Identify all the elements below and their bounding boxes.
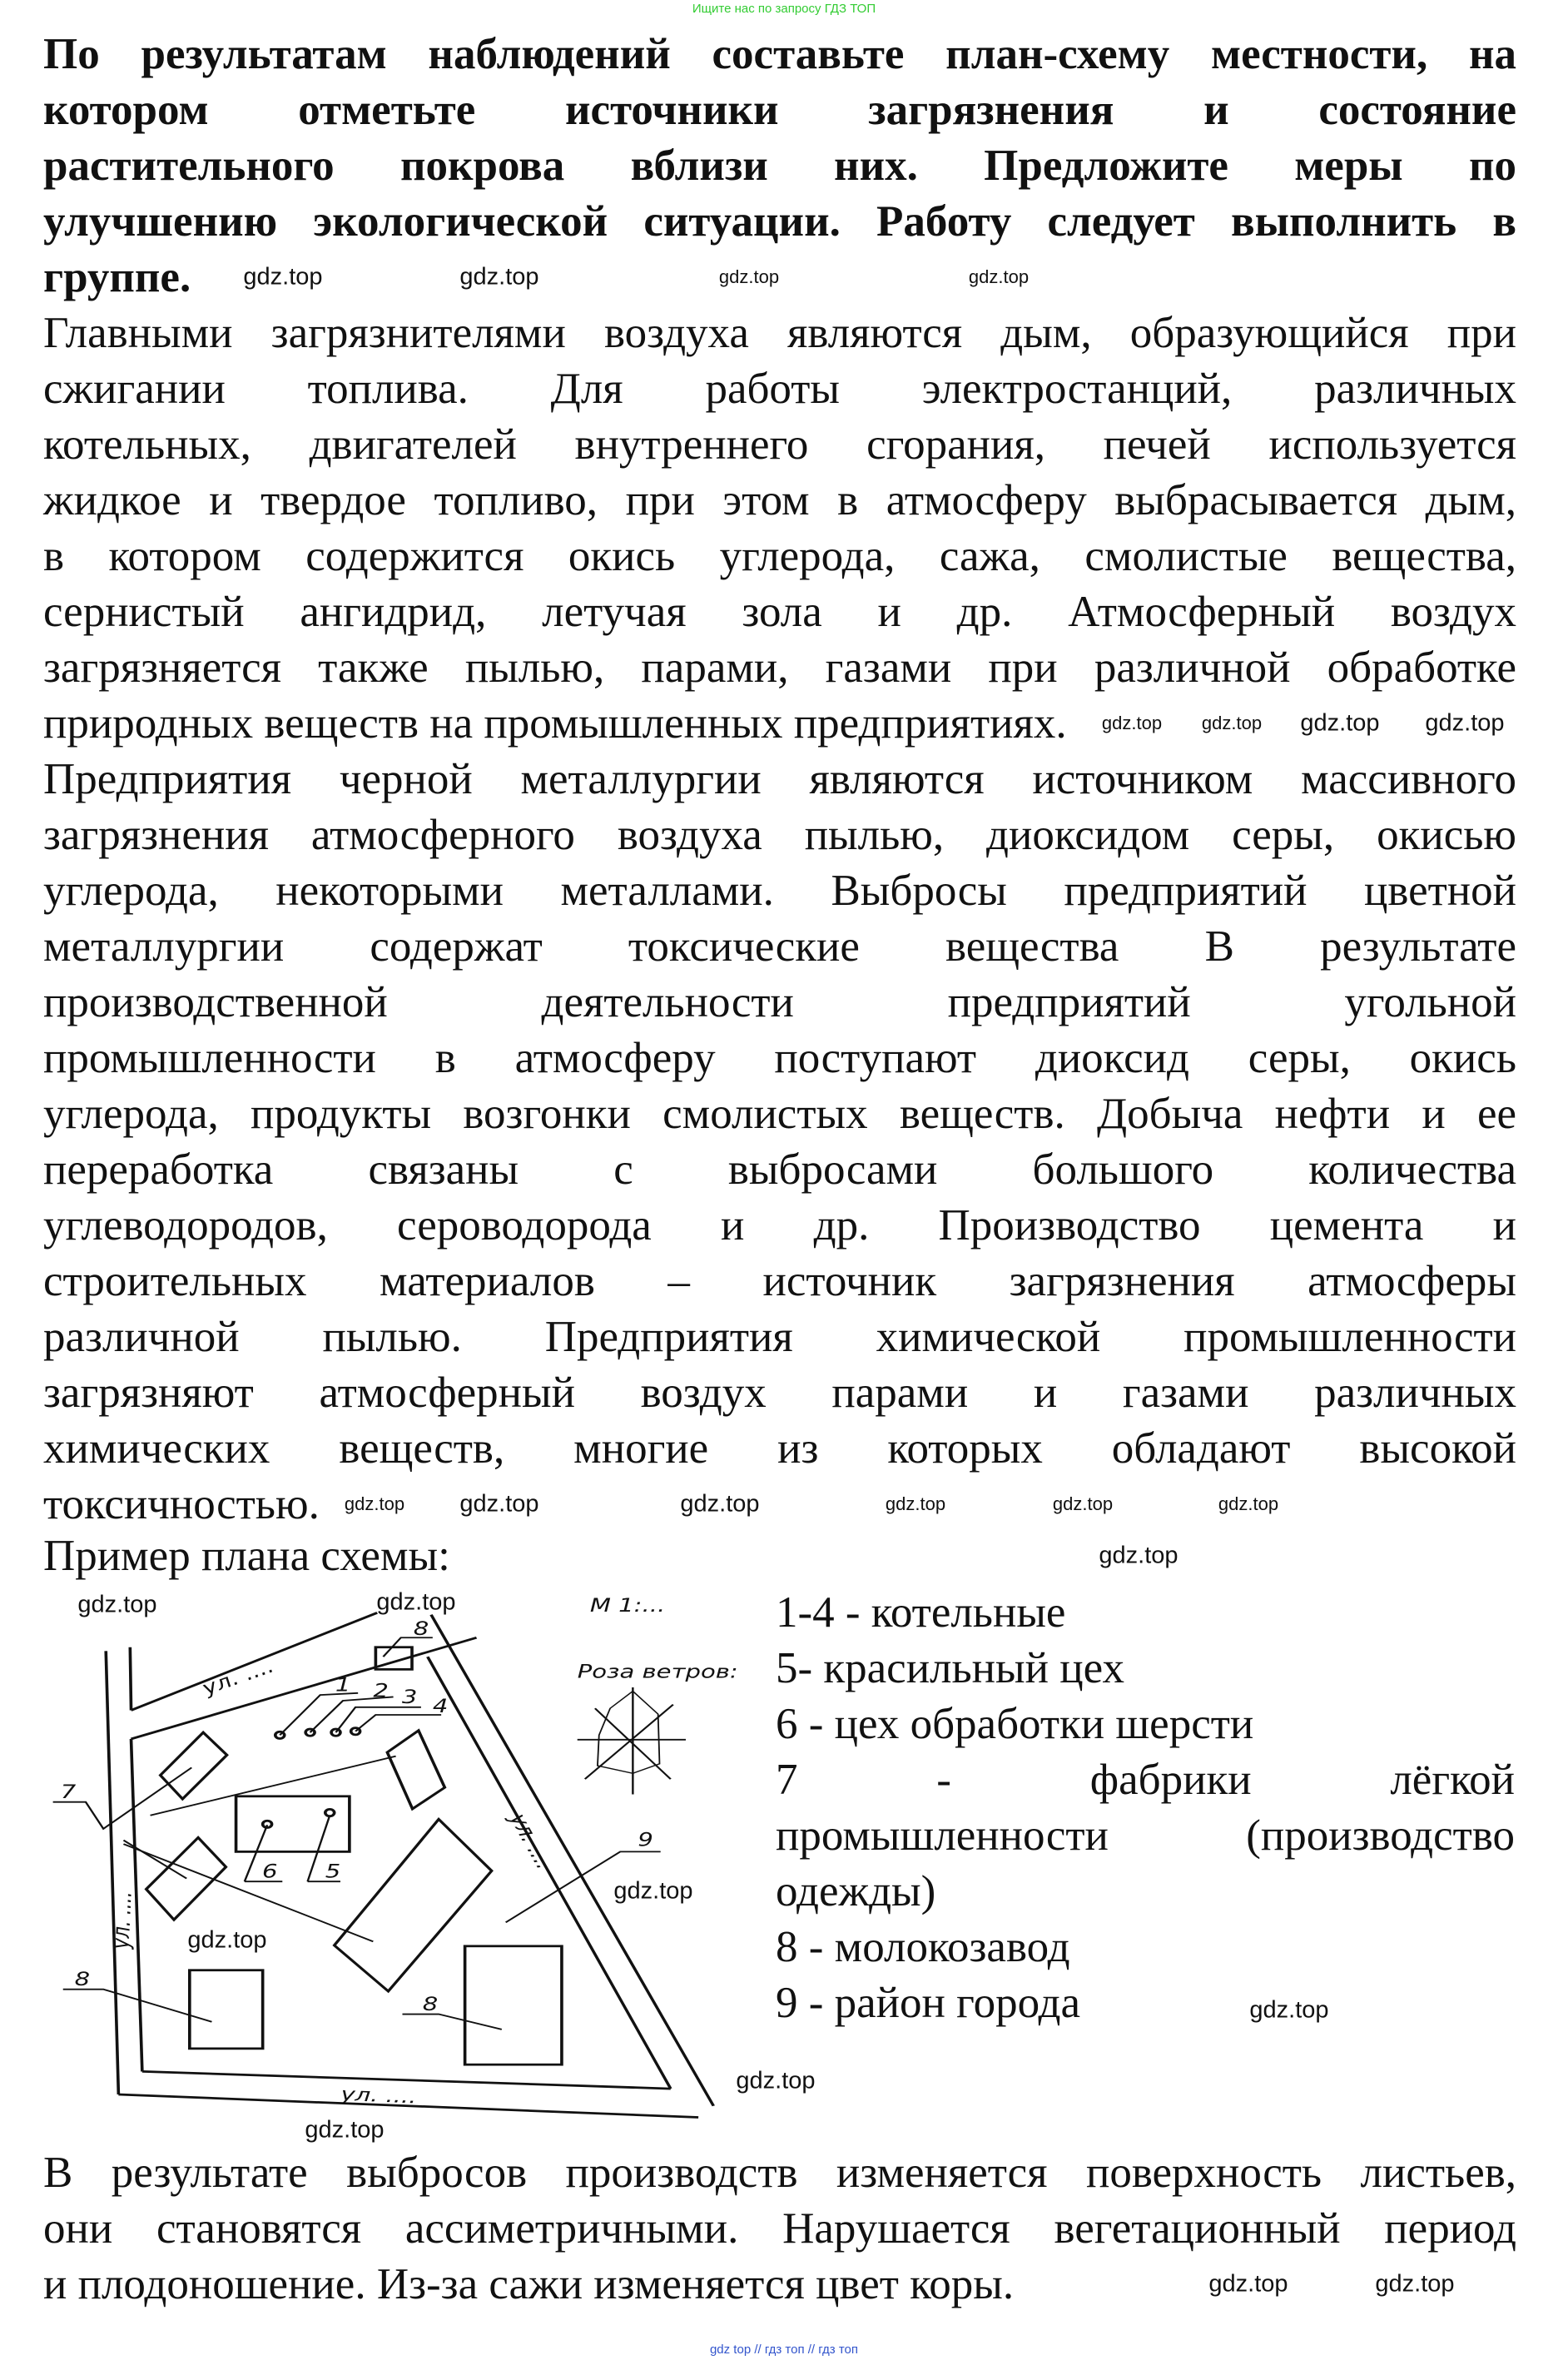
site-plan-diagram (0, 1565, 791, 2164)
text-line: жидкое и твердое топливо, при этом в атмосферу выбрасывается дым, (43, 476, 1516, 524)
text-line: и плодоношение. Из-за сажи изменяется цвет коры. (43, 2260, 1015, 2308)
title-line: группе. (43, 253, 191, 301)
street-label: ул. .... (107, 1891, 138, 1950)
text-line: металлургии содержат токсические вещества В результате (43, 922, 1516, 971)
paragraph-industry (43, 752, 1516, 1533)
text-line: В результате выбросов производств изменяется поверхность листьев, (43, 2149, 1516, 2197)
watermark: gdz.top (77, 1591, 157, 1618)
example-label: Пример плана схемы: (43, 1532, 450, 1580)
text-line: Главными загрязнителями воздуха являются дым, образующийся при (43, 309, 1516, 357)
plan-label: 7 (60, 1781, 77, 1804)
plan-label: 8 (413, 1618, 429, 1641)
wind-rose-icon (578, 1687, 686, 1795)
text-line: загрязняется также пылью, парами, газами при различной обработке (43, 643, 1516, 692)
boiler-chimneys (263, 1728, 360, 1828)
legend-item: одежды) (776, 1867, 936, 1915)
watermark: gdz.top (1425, 709, 1505, 737)
legend-item: 1-4 - котельные (776, 1588, 1066, 1637)
watermark: gdz.top (187, 1926, 267, 1954)
plan-label: 2 (373, 1680, 389, 1702)
street-label: ул. .... (197, 1656, 279, 1700)
text-line: производственной деятельности предприятий угольной (43, 978, 1516, 1026)
watermark: gdz.top (344, 1493, 405, 1514)
paragraph-air-pollutants (43, 306, 1516, 752)
watermark: gdz.top (376, 1588, 456, 1616)
plan-label: 9 (638, 1829, 653, 1851)
legend-item: 7 - фабрики лёгкой (776, 1756, 1515, 1804)
plan-label: 8 (422, 1994, 439, 2015)
text-line: химических веществ, многие из которых обладают высокой (43, 1424, 1516, 1473)
plan-label: 5 (325, 1861, 341, 1883)
text-line: углерода, некоторыми металлами. Выбросы предприятий цветной (43, 867, 1516, 915)
watermark: gdz.top (459, 263, 539, 291)
watermark: gdz.top (613, 1877, 693, 1905)
watermark: gdz.top (1300, 709, 1380, 737)
watermark: gdz.top (305, 2116, 385, 2144)
watermark: gdz.top (1101, 713, 1163, 733)
plan-label: 3 (401, 1687, 418, 1709)
text-line: углерода, продукты возгонки смолистых веществ. Добыча нефти и ее (43, 1090, 1516, 1138)
watermark: gdz.top (885, 1493, 946, 1514)
plan-label: 4 (432, 1696, 449, 1717)
text-line: переработка связаны с выбросами большого количества (43, 1145, 1516, 1194)
text-line: загрязнения атмосферного воздуха пылью, диоксидом серы, окисью (43, 811, 1516, 859)
watermark: gdz.top (1249, 1996, 1329, 2024)
legend-item: 6 - цех обработки шерсти (776, 1700, 1254, 1748)
plan-label: 1 (335, 1674, 351, 1697)
watermark: gdz.top (1208, 2270, 1288, 2298)
watermark: gdz.top (1218, 1493, 1279, 1514)
text-line: промышленности в атмосферу поступают диоксид серы, окись (43, 1034, 1516, 1082)
legend-item: 5- красильный цех (776, 1644, 1124, 1692)
text-line: токсичностью. (43, 1480, 320, 1528)
watermark: gdz.top (1052, 1493, 1114, 1514)
text-line: сжигании топлива. Для работы электростанций, различных (43, 365, 1516, 413)
text-line: в котором содержится окись углерода, сажа, смолистые вещества, (43, 532, 1516, 580)
text-line: углеводородов, сероводорода и др. Производство цемента и (43, 1201, 1516, 1250)
diagram-legend (776, 1585, 1515, 2031)
title-line: улучшению экологической ситуации. Работу следует выполнить в (43, 197, 1516, 246)
footer-note: gdz top // гдз топ // гдз топ (709, 2343, 859, 2357)
leader-lines (53, 1637, 661, 2030)
scale-label: М 1:... (589, 1595, 666, 1617)
legend-item: 9 - район города (776, 1979, 1081, 2027)
plan-label: 8 (74, 1969, 91, 1991)
legend-item: промышленности (производство (776, 1811, 1515, 1860)
watermark: gdz.top (680, 1490, 760, 1518)
watermark: gdz.top (243, 263, 323, 291)
title-line: котором отметьте источники загрязнения и состояние (43, 86, 1516, 134)
text-line: природных веществ на промышленных предприятиях. (43, 699, 1067, 748)
watermark: gdz.top (968, 266, 1030, 287)
title-line: По результатам наблюдений составьте план-схему местности, на (43, 30, 1516, 78)
text-line: Предприятия черной металлургии являются источником массивного (43, 755, 1516, 803)
text-line: сернистый ангидрид, летучая зола и др. Атмосферный воздух (43, 588, 1516, 636)
wind-rose-label: Роза ветров: (577, 1661, 738, 1683)
watermark: gdz.top (1375, 2270, 1455, 2298)
watermark: gdz.top (1099, 1542, 1178, 1569)
text-line: различной пылью. Предприятия химической промышленности (43, 1313, 1516, 1361)
text-line: котельных, двигателей внутреннего сгорания, печей используется (43, 420, 1516, 469)
text-line: строительных материалов – источник загрязнения атмосферы (43, 1257, 1516, 1305)
paragraph-effects (43, 2145, 1516, 2313)
legend-item: 8 - молокозавод (776, 1923, 1070, 1971)
text-line: они становятся ассиметричными. Нарушается вегетационный период (43, 2204, 1516, 2253)
street-label: ул. .... (503, 1811, 559, 1873)
plan-label: 6 (262, 1861, 278, 1883)
header-note: Ищите нас по запросу ГДЗ ТОП (692, 2, 876, 16)
watermark: gdz.top (718, 266, 780, 287)
street-label: ул. .... (340, 2084, 418, 2109)
text-line: загрязняют атмосферный воздух парами и газами различных (43, 1369, 1516, 1417)
title-line: растительного покрова вблизи них. Предложите меры по (43, 142, 1516, 190)
watermark: gdz.top (736, 2067, 816, 2094)
watermark: gdz.top (459, 1490, 539, 1518)
watermark: gdz.top (1201, 713, 1263, 733)
